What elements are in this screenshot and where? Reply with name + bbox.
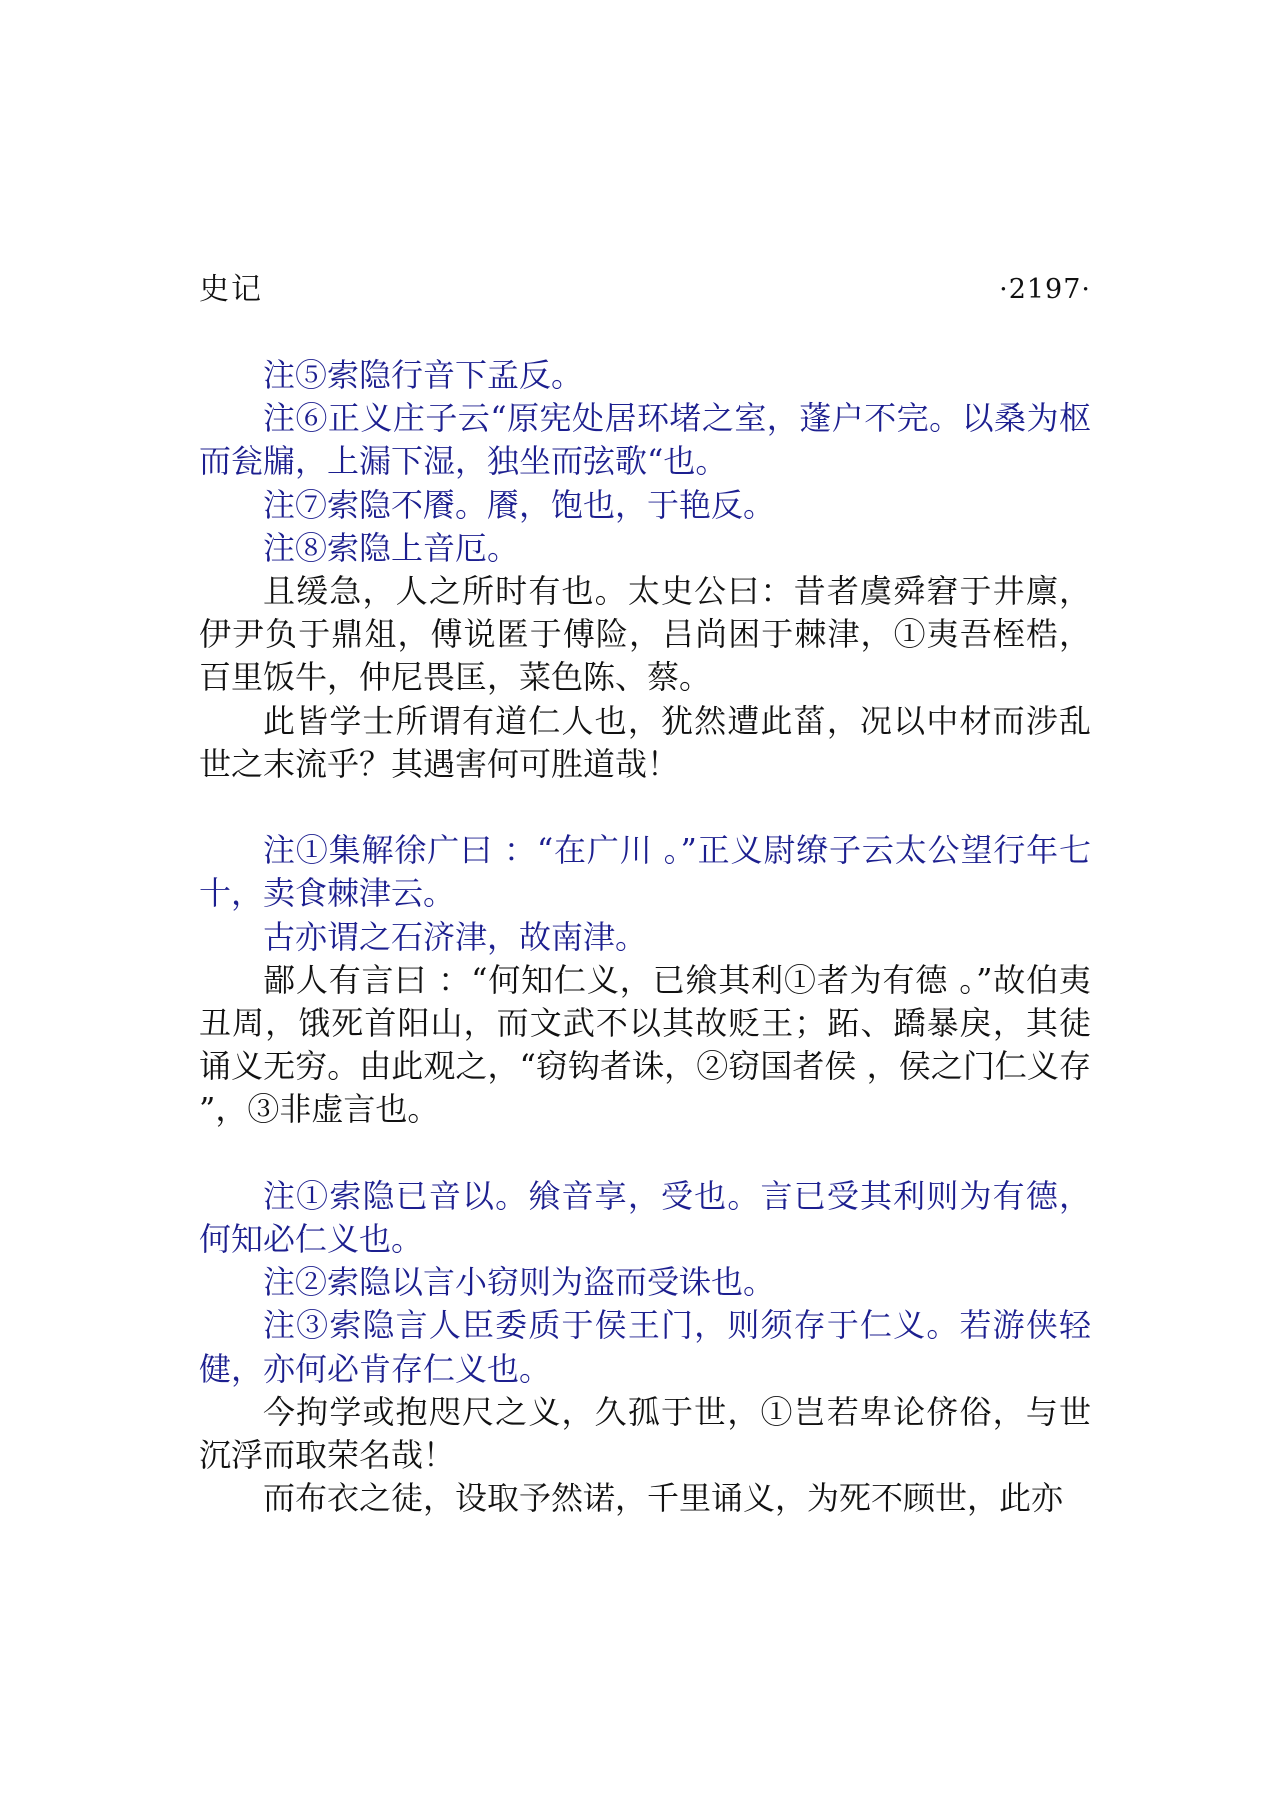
annotation-paragraph: 注⑧索隐上音厄。: [263, 528, 520, 567]
body-paragraph: 鄙人有言曰 ：“何知仁义，已飨其利①者为有德 。”故伯夷丑周，饿死首阳山，而文武不以其故贬王；跖、蹻暴戾，其徒诵义无穷。由此观之，“窃钩者诛，②窃国者侯 ，侯之门仁义存 ”，③非虚言也。: [199, 960, 1091, 1129]
annotation-paragraph: 注②索隐以言小窃则为盗而受诛也。: [263, 1263, 776, 1302]
page-header: [199, 268, 1091, 312]
annotation-paragraph: 古亦谓之石济津，故南津。: [263, 917, 648, 956]
annotation-paragraph: 注①索隐已音以。飨音享，受也。言已受其利则为有德，何知必仁义也。: [199, 1176, 1091, 1259]
paragraph-gap: [199, 1132, 1091, 1175]
body-paragraph: 且缓急，人之所时有也。太史公曰：昔者虞舜窘于井廪，伊尹负于鼎俎，傅说匿于傅险，吕尚困于棘津，①夷吾桎梏，百里饭牛，仲尼畏匡，菜色陈、蔡。: [199, 572, 1091, 697]
annotation-paragraph: 注③索隐言人臣委质于侯王门，则须存于仁义。若游侠轻健，亦何必肯存仁义也。: [199, 1306, 1091, 1388]
annotation-paragraph: 注⑥正义庄子云“原宪处居环堵之室，蓬户不完。以桑为枢而瓮牖，上漏下湿，独坐而弦歌“也。: [199, 399, 1091, 481]
annotation-paragraph: 注⑤索隐行音下孟反。: [263, 356, 584, 394]
page-number: ·2197·: [999, 274, 1091, 305]
annotation-paragraph: 注⑦索隐不餍。餍，饱也，于艳反。: [263, 485, 776, 524]
book-title: 史记: [199, 272, 263, 307]
page-body: [199, 354, 1091, 1520]
body-paragraph: 此皆学士所谓有道仁人也，犹然遭此菑，况以中材而涉乱世之末流乎？其遇害何可胜道哉！: [199, 701, 1091, 783]
body-paragraph: 今拘学或抱咫尺之义，久孤于世，①岂若卑论侪俗，与世沉浮而取荣名哉！: [199, 1392, 1091, 1475]
body-paragraph: 而布衣之徒，设取予然诺，千里诵义，为死不顾世，此亦: [263, 1479, 1064, 1518]
paragraph-gap: [199, 786, 1091, 829]
annotation-paragraph: 注①集解徐广曰 ：“在广川 。”正义尉缭子云太公望行年七十，卖食棘津云。: [199, 831, 1091, 913]
